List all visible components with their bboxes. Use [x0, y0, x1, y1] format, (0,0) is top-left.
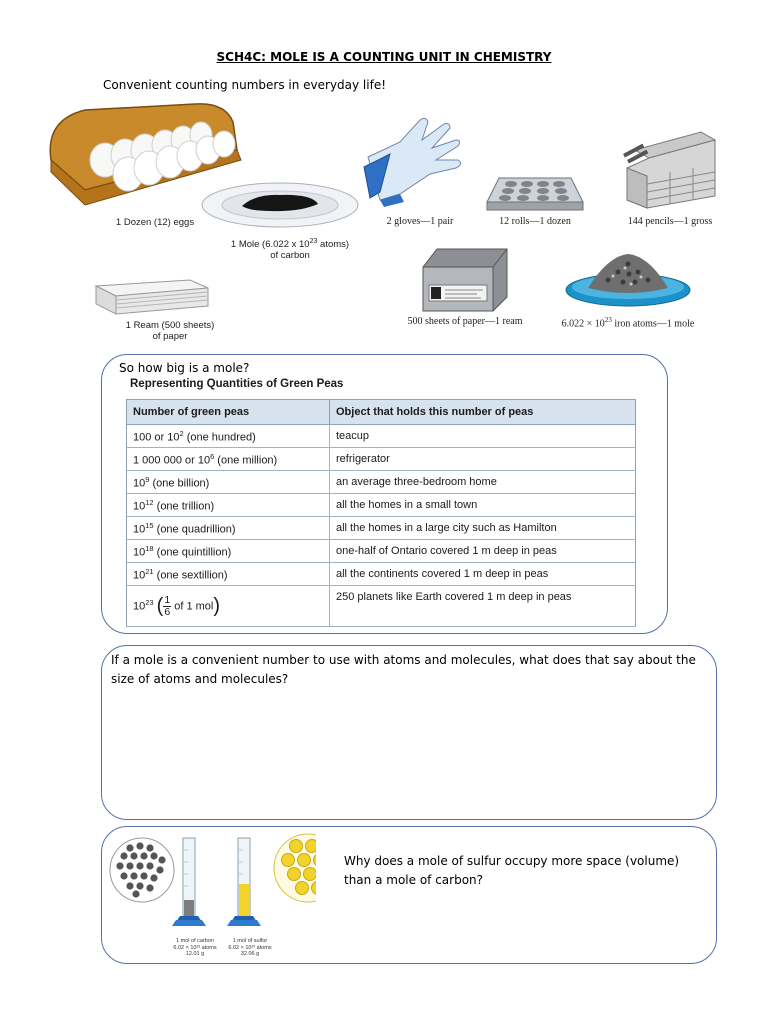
pencils-caption: 144 pencils—1 gross	[627, 216, 713, 227]
peas-number-cell: 1 000 000 or $10^6$ (one million)	[127, 448, 330, 471]
peas-question: So how big is a mole?	[119, 361, 250, 375]
gloves-caption: 2 gloves—1 pair	[386, 216, 454, 227]
table-row	[127, 540, 636, 563]
table-row	[127, 517, 636, 540]
answer-area[interactable]	[112, 694, 707, 809]
carbon-cylinder	[172, 838, 206, 926]
col-header-object: Object that holds this number of peas	[330, 400, 636, 425]
table-row	[127, 494, 636, 517]
peas-number-cell: 100 or $10^2$ (one hundred)	[127, 425, 330, 448]
peas-number-cell: $10^{18}$ (one quintillion)	[127, 540, 330, 563]
peas-table-header	[127, 400, 636, 425]
iron-atoms-image	[563, 250, 693, 310]
page-subtitle: Convenient counting numbers in everyday life!	[103, 78, 387, 92]
sulfur-question: Why does a mole of sulfur occupy more space (volume) than a mole of carbon?	[344, 854, 680, 887]
sulfur-label: 1 mol of sulfur 6.02 × 10²³ atoms 32.06 g	[228, 938, 272, 957]
iron-caption: $6.022 \times 10^{23}$ iron atoms—1 mole	[561, 316, 695, 330]
page-title: SCH4C: MOLE IS A COUNTING UNIT IN CHEMISTRY	[216, 50, 552, 64]
col-header-number: Number of green peas	[127, 400, 330, 425]
rolls-tray-image	[483, 172, 585, 214]
table-row	[127, 563, 636, 586]
carbon-caption: 1 Mole (6.022 x $10^{23}$ atoms) of carbon	[230, 238, 350, 262]
pencils-box-image	[615, 130, 725, 210]
table-row	[127, 425, 636, 448]
peas-section-box	[101, 354, 668, 634]
peas-number-cell: $10^{21}$ (one sextillion)	[127, 563, 330, 586]
table-row	[127, 586, 636, 627]
rolls-caption: 12 rolls—1 dozen	[499, 216, 571, 227]
peas-object-cell: refrigerator	[330, 448, 636, 471]
sulfur-cylinder	[227, 838, 261, 926]
peas-number-cell: $10^{23}$ ( $\frac{1}{6}$ of 1 mol)	[127, 586, 330, 627]
paper-box-caption: 500 sheets of paper—1 ream	[407, 316, 523, 327]
peas-object-cell: all the continents covered 1 m deep in peas	[330, 563, 636, 586]
ream-caption: 1 Ream (500 sheets) of paper	[125, 320, 215, 342]
peas-object-cell: teacup	[330, 425, 636, 448]
carbon-label: 1 mol of carbon 6.02 × 10²³ atoms 12.01 g	[173, 938, 217, 957]
eggs-caption: 1 Dozen (12) eggs	[115, 217, 195, 228]
counting-units-figure	[45, 100, 725, 345]
carbon-plate-image	[200, 180, 360, 230]
peas-object-cell: all the homes in a large city such as Hamilton	[330, 517, 636, 540]
size-question-box	[101, 645, 717, 820]
peas-table	[126, 399, 636, 627]
peas-number-cell: $10^{12}$ (one trillion)	[127, 494, 330, 517]
table-row	[127, 471, 636, 494]
paper-box-image	[415, 245, 515, 313]
size-question: If a mole is a convenient number to use with atoms and molecules, what does that say about the size of atoms and molecules?	[111, 653, 696, 686]
peas-number-cell: $10^{15}$ (one quadrillion)	[127, 517, 330, 540]
peas-object-cell: an average three-bedroom home	[330, 471, 636, 494]
ream-of-paper-image	[90, 278, 210, 318]
peas-object-cell: all the homes in a small town	[330, 494, 636, 517]
peas-object-cell: one-half of Ontario covered 1 m deep in peas	[330, 540, 636, 563]
gloves-image	[360, 112, 470, 207]
sulfur-question-box	[101, 826, 717, 964]
peas-number-cell: $10^9$ (one billion)	[127, 471, 330, 494]
carbon-sulfur-figure	[106, 830, 316, 942]
peas-table-title: Representing Quantities of Green Peas	[130, 378, 344, 390]
table-row	[127, 448, 636, 471]
peas-object-cell: 250 planets like Earth covered 1 m deep in peas	[330, 586, 636, 627]
